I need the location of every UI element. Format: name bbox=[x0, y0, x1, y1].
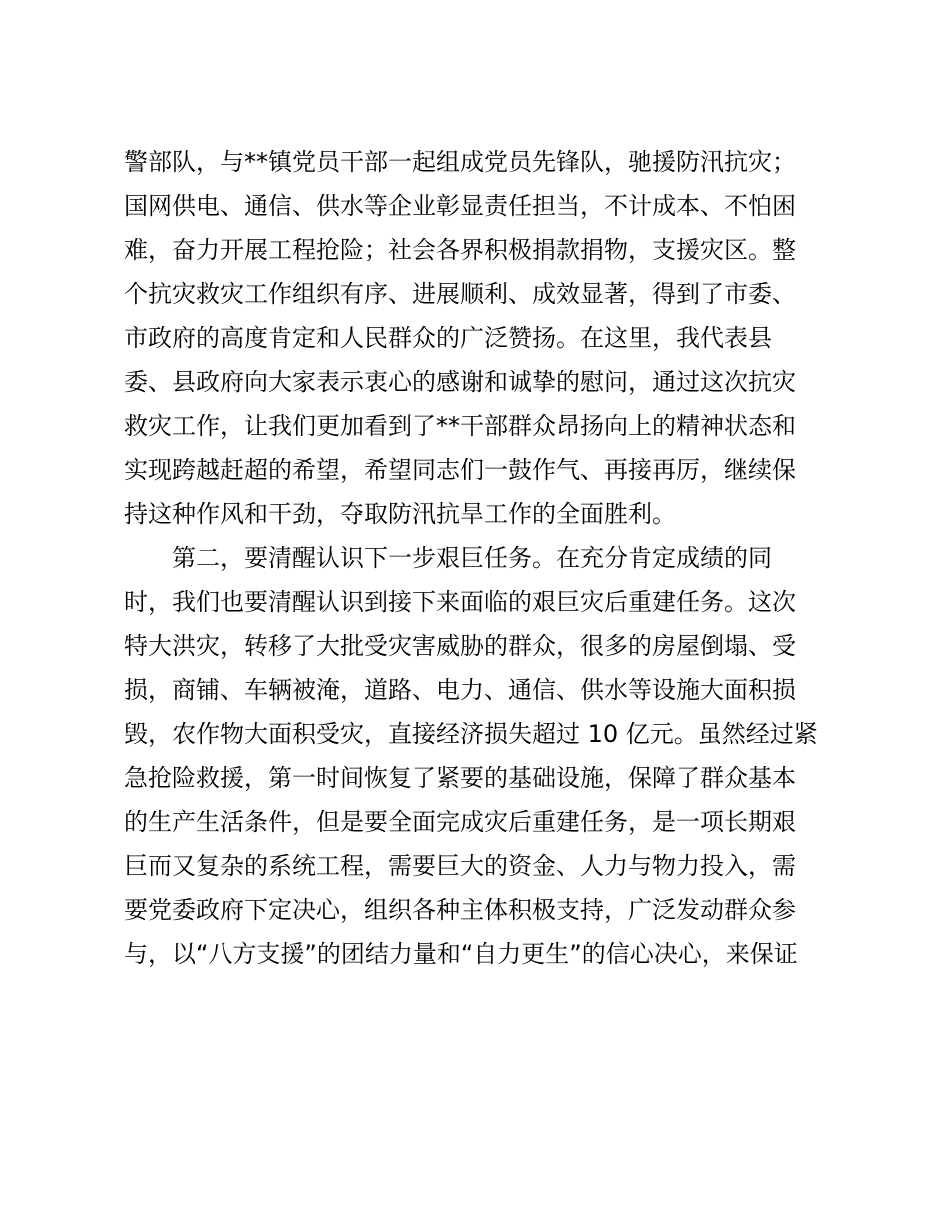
text-line-2: 国网供电、通信、供水等企业彰显责任担当，不计成本、不怕困 bbox=[124, 192, 796, 220]
text-line-14: 毁，农作物大面积受灾，直接经济损失超过 10 亿元。虽然经过紧 bbox=[124, 720, 818, 748]
text-line-9: 持这种作风和干劲，夺取防汛抗旱工作的全面胜利。 bbox=[124, 500, 676, 528]
text-line-7: 救灾工作，让我们更加看到了**干部群众昂扬向上的精神状态和 bbox=[124, 412, 796, 440]
text-line-17: 巨而又复杂的系统工程，需要巨大的资金、人力与物力投入，需 bbox=[124, 852, 796, 880]
body-text bbox=[124, 140, 844, 976]
text-line-5: 市政府的高度肯定和人民群众的广泛赞扬。在这里，我代表县 bbox=[124, 324, 772, 352]
text-line-1: 警部队，与**镇党员干部一起组成党员先锋队，驰援防汛抗灾； bbox=[124, 148, 796, 176]
text-line-8: 实现跨越赶超的希望，希望同志们一鼓作气、再接再厉，继续保 bbox=[124, 456, 796, 484]
text-line-19: 与，以“八方支援”的团结力量和“自力更生”的信心决心，来保证 bbox=[124, 940, 798, 968]
text-line-15: 急抢险救援，第一时间恢复了紧要的基础设施，保障了群众基本 bbox=[124, 764, 796, 792]
text-line-4: 个抗灾救灾工作组织有序、进展顺利、成效显著，得到了市委、 bbox=[124, 280, 796, 308]
text-line-3: 难，奋力开展工程抢险；社会各界积极捐款捐物，支援灾区。整 bbox=[124, 236, 796, 264]
text-line-13: 损，商铺、车辆被淹，道路、电力、通信、供水等设施大面积损 bbox=[124, 676, 796, 704]
text-line-6: 委、县政府向大家表示衷心的感谢和诚挚的慰问，通过这次抗灾 bbox=[124, 368, 796, 396]
paragraph-heading-line: 第二，要清醒认识下一步艰巨任务。在充分肯定成绩的同 bbox=[172, 544, 772, 572]
text-line-16: 的生产生活条件，但是要全面完成灾后重建任务，是一项长期艰 bbox=[124, 808, 796, 836]
text-line-12: 特大洪灾，转移了大批受灾害威胁的群众，很多的房屋倒塌、受 bbox=[124, 632, 796, 660]
text-line-18: 要党委政府下定决心，组织各种主体积极支持，广泛发动群众参 bbox=[124, 896, 796, 924]
text-line-11: 时，我们也要清醒认识到接下来面临的艰巨灾后重建任务。这次 bbox=[124, 588, 796, 616]
